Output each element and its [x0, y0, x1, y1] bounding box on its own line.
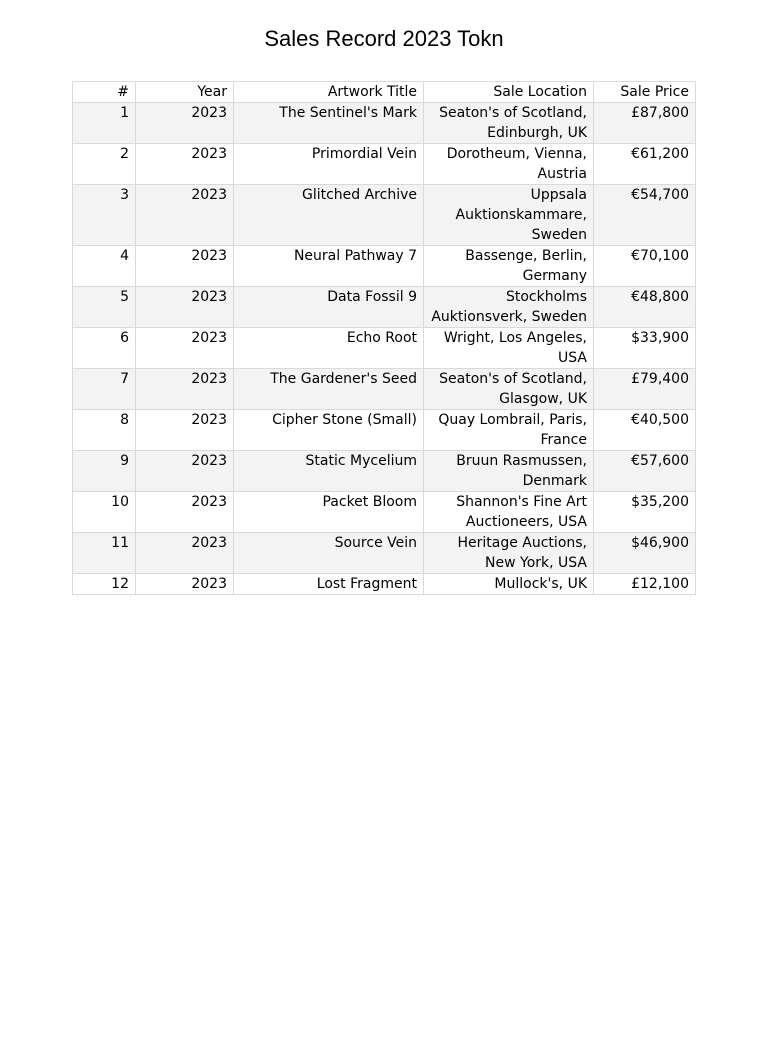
table-row	[73, 103, 696, 144]
cell-sale-location: Wright, Los Angeles, USA	[424, 328, 594, 369]
header-number: #	[73, 82, 136, 103]
table-row	[73, 492, 696, 533]
cell-year: 2023	[136, 533, 234, 574]
table-row	[73, 185, 696, 246]
cell-artwork-title: Echo Root	[234, 328, 424, 369]
cell-number: 11	[73, 533, 136, 574]
cell-sale-location: Bassenge, Berlin, Germany	[424, 246, 594, 287]
cell-year: 2023	[136, 410, 234, 451]
header-sale-location: Sale Location	[424, 82, 594, 103]
cell-artwork-title: Lost Fragment	[234, 574, 424, 595]
cell-sale-price: £79,400	[594, 369, 696, 410]
cell-number: 9	[73, 451, 136, 492]
cell-sale-price: €61,200	[594, 144, 696, 185]
header-sale-price: Sale Price	[594, 82, 696, 103]
cell-artwork-title: Cipher Stone (Small)	[234, 410, 424, 451]
cell-sale-price: $33,900	[594, 328, 696, 369]
table-row	[73, 574, 696, 595]
cell-year: 2023	[136, 328, 234, 369]
cell-sale-location: Seaton's of Scotland, Edinburgh, UK	[424, 103, 594, 144]
page-title: Sales Record 2023 Tokn	[264, 26, 504, 51]
table-row	[73, 451, 696, 492]
cell-sale-location: Heritage Auctions, New York, USA	[424, 533, 594, 574]
table-header-row	[73, 82, 696, 103]
cell-year: 2023	[136, 144, 234, 185]
cell-number: 1	[73, 103, 136, 144]
cell-number: 2	[73, 144, 136, 185]
cell-sale-price: $46,900	[594, 533, 696, 574]
cell-year: 2023	[136, 185, 234, 246]
cell-sale-price: $35,200	[594, 492, 696, 533]
cell-sale-price: £87,800	[594, 103, 696, 144]
cell-number: 7	[73, 369, 136, 410]
cell-number: 6	[73, 328, 136, 369]
table-body	[73, 103, 696, 595]
table-row	[73, 328, 696, 369]
cell-artwork-title: Neural Pathway 7	[234, 246, 424, 287]
cell-number: 8	[73, 410, 136, 451]
cell-artwork-title: Primordial Vein	[234, 144, 424, 185]
cell-artwork-title: Static Mycelium	[234, 451, 424, 492]
cell-artwork-title: The Sentinel's Mark	[234, 103, 424, 144]
cell-sale-location: Shannon's Fine Art Auctioneers, USA	[424, 492, 594, 533]
table-row	[73, 287, 696, 328]
table-row	[73, 410, 696, 451]
header-year: Year	[136, 82, 234, 103]
cell-artwork-title: Glitched Archive	[234, 185, 424, 246]
cell-year: 2023	[136, 287, 234, 328]
cell-number: 12	[73, 574, 136, 595]
cell-sale-price: €54,700	[594, 185, 696, 246]
table-row	[73, 533, 696, 574]
cell-year: 2023	[136, 492, 234, 533]
cell-number: 10	[73, 492, 136, 533]
cell-sale-location: Dorotheum, Vienna, Austria	[424, 144, 594, 185]
cell-artwork-title: Source Vein	[234, 533, 424, 574]
cell-sale-price: €57,600	[594, 451, 696, 492]
cell-sale-price: €48,800	[594, 287, 696, 328]
cell-artwork-title: Data Fossil 9	[234, 287, 424, 328]
table-row	[73, 246, 696, 287]
cell-sale-location: Seaton's of Scotland, Glasgow, UK	[424, 369, 594, 410]
cell-sale-location: Uppsala Auktionskammare, Sweden	[424, 185, 594, 246]
cell-sale-price: €40,500	[594, 410, 696, 451]
cell-number: 4	[73, 246, 136, 287]
header-artwork-title: Artwork Title	[234, 82, 424, 103]
table-row	[73, 144, 696, 185]
cell-sale-price: £12,100	[594, 574, 696, 595]
cell-sale-location: Stockholms Auktionsverk, Sweden	[424, 287, 594, 328]
cell-artwork-title: The Gardener's Seed	[234, 369, 424, 410]
cell-year: 2023	[136, 103, 234, 144]
cell-year: 2023	[136, 246, 234, 287]
cell-artwork-title: Packet Bloom	[234, 492, 424, 533]
cell-year: 2023	[136, 369, 234, 410]
cell-year: 2023	[136, 451, 234, 492]
table-row	[73, 369, 696, 410]
cell-sale-location: Mullock's, UK	[424, 574, 594, 595]
cell-number: 3	[73, 185, 136, 246]
cell-sale-location: Bruun Rasmussen, Denmark	[424, 451, 594, 492]
cell-number: 5	[73, 287, 136, 328]
cell-sale-price: €70,100	[594, 246, 696, 287]
cell-year: 2023	[136, 574, 234, 595]
sales-table	[72, 81, 696, 595]
cell-sale-location: Quay Lombrail, Paris, France	[424, 410, 594, 451]
